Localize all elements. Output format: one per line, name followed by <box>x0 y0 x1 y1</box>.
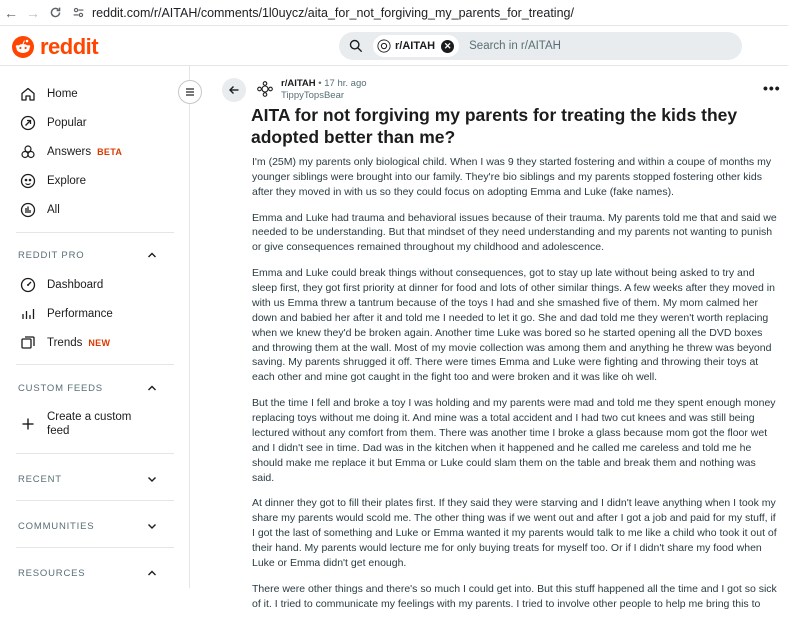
recent-heading: RECENT <box>18 473 62 485</box>
post-paragraph: But the time I fell and broke a toy I was holding and my parents were mad and told me they spent enough money replacing toys without me doing it. And mine was a total accident and I had two cut knees and was still being lectured without any comfort from them. There was another time I broke a glass because mom got the floor wet and I didn't see in time. Dad was in the kitchen when it happened and he called me careless and told me he should make me replace it but Emma or Luke could slam them on the table and break them and nothing was said. <box>252 397 776 484</box>
sidebar-item-popular[interactable] <box>20 115 87 131</box>
create-feed-line2: feed <box>47 425 70 437</box>
subreddit-icon <box>377 39 391 53</box>
more-options-icon[interactable]: ••• <box>763 80 781 96</box>
sidebar-divider <box>16 364 174 365</box>
reddit-pro-header[interactable] <box>18 249 158 261</box>
browser-reload-icon[interactable] <box>44 2 66 24</box>
url-text[interactable]: reddit.com/r/AITAH/comments/1l0uycz/aita_for_not_forgiving_my_parents_for_treating/ <box>92 5 574 20</box>
resources-header[interactable] <box>18 567 158 579</box>
chevron-down-icon <box>146 473 158 485</box>
sidebar-divider <box>16 547 174 548</box>
sidebar-item-dashboard[interactable] <box>20 277 103 293</box>
chevron-up-icon <box>146 382 158 394</box>
subreddit-chip-label: r/AITAH <box>395 40 436 52</box>
sidebar-divider <box>16 232 174 233</box>
trends-icon <box>20 335 36 351</box>
sidebar-item-label: Popular <box>47 117 87 129</box>
search-input[interactable]: Search in r/AITAH <box>469 40 561 52</box>
chevron-up-icon <box>146 249 158 261</box>
sidebar-item-performance[interactable] <box>20 306 113 322</box>
sidebar-item-all[interactable] <box>20 202 60 218</box>
post-paragraph: Emma and Luke had trauma and behavioral issues because of their trauma. My parents told me that and said we needed to be understanding. But that mindset of they need understanding and my parents not wanting to punish or give consequences remained throughout my childhood and adolescence. <box>252 211 777 254</box>
subreddit-line <box>281 78 367 89</box>
create-feed-line1: Create a custom <box>47 411 132 423</box>
post-container <box>222 66 788 610</box>
search-bar[interactable] <box>339 32 742 60</box>
post-paragraph: Emma and Luke could break things without consequences, got to stay up late without being asked to try and sleep first, they got first priority at dinner for food and lots of other similar things. A few weeks after they moved in with us Emma threw a tantrum because of the toys I had and she smashed five of them. My mom calmed her down and babied her after it and told me I needed to let it go. She and dad told me they weren't worth replacing when we knew they'd be broken again. Another time Luke was bored so he started opening all the DVD boxes and throwing them at the wall. Most of my movie collection was among them and anything he threw was beyond saving. My parents shrugged it off. There were times Emma and Luke were fighting and throwing their toys at each other and mine got caught in the fight too and were broken and it was like oh well. <box>252 267 775 384</box>
browser-back-icon[interactable]: ← <box>4 4 18 21</box>
sidebar-item-label: All <box>47 204 60 216</box>
post-age: 17 hr. ago <box>324 78 367 89</box>
collapse-sidebar-button[interactable] <box>178 80 202 104</box>
recent-header[interactable] <box>18 473 158 485</box>
sidebar-item-label: Trends <box>47 337 83 349</box>
custom-feeds-header[interactable] <box>18 382 158 394</box>
communities-heading: COMMUNITIES <box>18 520 95 532</box>
home-icon <box>20 86 36 102</box>
subreddit-link[interactable]: r/AITAH <box>281 78 316 89</box>
site-info-icon[interactable] <box>72 6 86 19</box>
subreddit-avatar[interactable] <box>256 80 274 98</box>
reddit-pro-heading: REDDIT PRO <box>18 249 85 261</box>
browser-toolbar <box>0 0 788 26</box>
left-sidebar <box>0 66 190 588</box>
sidebar-item-home[interactable] <box>20 86 78 102</box>
subreddit-search-chip[interactable] <box>373 35 459 57</box>
sidebar-item-answers[interactable] <box>20 144 122 160</box>
create-custom-feed-label <box>47 410 131 438</box>
search-icon <box>349 38 365 54</box>
dashboard-icon <box>20 277 36 293</box>
sidebar-item-label: Explore <box>47 175 86 187</box>
reddit-wordmark: reddit <box>40 34 99 59</box>
sidebar-divider <box>16 500 174 501</box>
clear-chip-icon[interactable]: ✕ <box>441 40 454 53</box>
post-paragraph: I'm (25M) my parents only biological child. When I was 9 they started fostering and within a coupe of months my younger siblings were brought into our family. They're bio siblings and my parents stopped fostering other kids after they moved in with us so they could focus on adopting Emma and Luke (fake names). <box>252 156 772 198</box>
reddit-logo[interactable] <box>12 34 98 60</box>
sidebar-item-label: Answers <box>47 146 92 158</box>
arrow-left-icon <box>228 84 240 96</box>
new-badge: NEW <box>88 338 111 348</box>
popular-icon <box>20 115 36 131</box>
beta-badge: BETA <box>97 147 123 157</box>
post-body <box>252 155 778 622</box>
plus-icon <box>20 416 36 432</box>
all-icon <box>20 202 36 218</box>
create-custom-feed[interactable] <box>20 410 131 438</box>
sidebar-item-explore[interactable] <box>20 173 86 189</box>
reddit-snoo-icon <box>12 36 34 58</box>
sidebar-item-trends[interactable] <box>20 335 110 351</box>
meta-separator: • <box>318 78 322 89</box>
author-link[interactable]: TippyTopsBear <box>281 90 345 101</box>
sidebar-item-label: Home <box>47 88 78 100</box>
sidebar-item-label: Dashboard <box>47 279 104 291</box>
back-button[interactable] <box>222 78 246 102</box>
menu-icon <box>184 86 196 98</box>
sidebar-item-label: Performance <box>47 308 113 320</box>
chevron-up-icon <box>146 567 158 579</box>
browser-forward-icon[interactable]: → <box>26 4 40 21</box>
post-paragraph: At dinner they got to fill their plates first. If they said they were starving and I didn't leave anything when I took my share my parents would scold me. The other thing was if we went out and after I got a job and paid for my stuff, if I got the last of something and Luke or Emma wanted it my parents would talk to me like a child who took it out of their hand. My parents would lecture me for only buying treats for myself too. Or if I didn't share my food when Luke or Emma didn't get enough. <box>252 497 777 569</box>
custom-feeds-heading: CUSTOM FEEDS <box>18 382 103 394</box>
communities-header[interactable] <box>18 520 158 532</box>
address-bar[interactable] <box>72 6 574 20</box>
post-title: AITA for not forgiving my parents for treating the kids they adopted better than me? <box>251 105 738 147</box>
sidebar-divider <box>16 453 174 454</box>
explore-icon <box>20 173 36 189</box>
post-paragraph: There were other things and there's so much I could get into. But this stuff happened all the time and I got so sick of it. I tried to communicate my feelings with my parents. I tried to involve other people to help me bring this to <box>252 582 777 610</box>
performance-icon <box>20 306 36 322</box>
answers-icon <box>20 144 36 160</box>
chevron-down-icon <box>146 520 158 532</box>
resources-heading: RESOURCES <box>18 567 86 579</box>
site-header <box>0 26 788 66</box>
